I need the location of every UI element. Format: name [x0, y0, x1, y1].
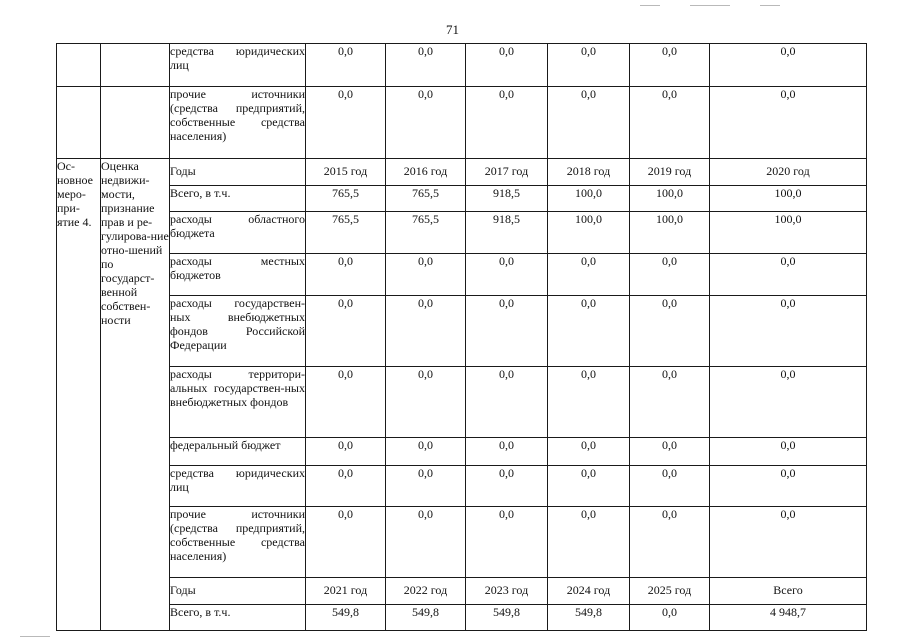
measure-name-cell: [101, 87, 170, 159]
table-header-row: [57, 578, 867, 605]
value-cell: 0,0: [548, 44, 630, 87]
year-header: 2025 год: [630, 578, 710, 605]
value-cell: 0,0: [466, 507, 548, 578]
value-cell: 0,0: [548, 438, 630, 466]
value-cell: 0,0: [386, 296, 466, 367]
years-label: Годы: [170, 159, 306, 186]
value-cell: 918,5: [466, 186, 548, 212]
scan-artifact: [760, 5, 780, 6]
page-number: 71: [446, 22, 459, 37]
funding-source: средства юридических лиц: [170, 466, 306, 507]
value-cell: 0,0: [548, 367, 630, 438]
value-cell: 0,0: [306, 44, 386, 87]
scan-artifact: [690, 5, 730, 6]
funding-source: Всего, в т.ч.: [170, 186, 306, 212]
value-cell: 0,0: [710, 254, 867, 296]
measure-name: Оценка недвижи-мости, признание прав и ре-гулирова-ние отно-шений по государст-венной собствен-ности: [101, 159, 170, 631]
year-header: 2021 год: [306, 578, 386, 605]
funding-source: расходы государствен-ных внебюджетных фондов Российской Федерации: [170, 296, 306, 367]
year-header: 2024 год: [548, 578, 630, 605]
year-header: 2023 год: [466, 578, 548, 605]
value-cell: 0,0: [306, 87, 386, 159]
value-cell: 0,0: [306, 507, 386, 578]
value-cell: 765,5: [386, 212, 466, 254]
value-cell: 0,0: [386, 254, 466, 296]
measure-code-cell: [57, 87, 101, 159]
value-cell: 765,5: [306, 212, 386, 254]
value-cell: 100,0: [710, 212, 867, 254]
value-cell: 0,0: [466, 296, 548, 367]
value-cell: 0,0: [630, 507, 710, 578]
value-cell: 0,0: [386, 367, 466, 438]
table-row: [57, 212, 867, 254]
value-cell: 100,0: [548, 212, 630, 254]
table-row: [57, 44, 867, 87]
value-cell: 549,8: [386, 605, 466, 631]
year-header: 2020 год: [710, 159, 867, 186]
year-header: 2015 год: [306, 159, 386, 186]
value-cell: 0,0: [630, 466, 710, 507]
value-cell: 0,0: [386, 44, 466, 87]
value-cell: 4 948,7: [710, 605, 867, 631]
value-cell: 0,0: [548, 296, 630, 367]
value-cell: 0,0: [466, 438, 548, 466]
value-cell: 0,0: [466, 367, 548, 438]
value-cell: 0,0: [710, 44, 867, 87]
value-cell: 0,0: [306, 296, 386, 367]
value-cell: 0,0: [306, 438, 386, 466]
scan-artifact: [640, 5, 660, 6]
value-cell: 0,0: [710, 87, 867, 159]
value-cell: 0,0: [710, 296, 867, 367]
value-cell: 0,0: [386, 87, 466, 159]
year-header: 2018 год: [548, 159, 630, 186]
table-row: [57, 466, 867, 507]
funding-source: прочие источники (средства предприятий, собственные средства населения): [170, 507, 306, 578]
funding-source: прочие источники (средства предприятий, собственные средства населения): [170, 87, 306, 159]
value-cell: 0,0: [466, 44, 548, 87]
year-header: 2016 год: [386, 159, 466, 186]
value-cell: 0,0: [630, 438, 710, 466]
measure-code: Ос-новное меро-при-ятие 4.: [57, 159, 101, 631]
funding-source: расходы местных бюджетов: [170, 254, 306, 296]
table-row: [57, 296, 867, 367]
value-cell: 0,0: [630, 44, 710, 87]
value-cell: 0,0: [710, 466, 867, 507]
value-cell: 0,0: [548, 507, 630, 578]
value-cell: 0,0: [710, 507, 867, 578]
value-cell: 0,0: [710, 438, 867, 466]
scan-artifact: [20, 636, 50, 637]
value-cell: 0,0: [386, 466, 466, 507]
value-cell: 100,0: [548, 186, 630, 212]
measure-name-cell: [101, 44, 170, 87]
funding-source: средства юридических лиц: [170, 44, 306, 87]
value-cell: 0,0: [386, 438, 466, 466]
value-cell: 765,5: [306, 186, 386, 212]
value-cell: 765,5: [386, 186, 466, 212]
table-row: [57, 438, 867, 466]
funding-source: федеральный бюджет: [170, 438, 306, 466]
value-cell: 0,0: [306, 254, 386, 296]
value-cell: 0,0: [710, 367, 867, 438]
years-label: Годы: [170, 578, 306, 605]
value-cell: 0,0: [548, 466, 630, 507]
value-cell: 0,0: [630, 87, 710, 159]
year-header: 2019 год: [630, 159, 710, 186]
value-cell: 0,0: [466, 87, 548, 159]
table-row: [57, 254, 867, 296]
value-cell: 549,8: [306, 605, 386, 631]
table-row: [57, 87, 867, 159]
value-cell: 0,0: [548, 254, 630, 296]
value-cell: 0,0: [466, 254, 548, 296]
value-cell: 0,0: [386, 507, 466, 578]
value-cell: 549,8: [548, 605, 630, 631]
value-cell: 100,0: [630, 212, 710, 254]
measure-code-cell: [57, 44, 101, 87]
funding-source: расходы областного бюджета: [170, 212, 306, 254]
value-cell: 0,0: [630, 296, 710, 367]
table-row: [57, 605, 867, 631]
value-cell: 0,0: [306, 367, 386, 438]
table-header-row: [57, 159, 867, 186]
value-cell: 0,0: [548, 87, 630, 159]
year-header: 2022 год: [386, 578, 466, 605]
year-header: 2017 год: [466, 159, 548, 186]
budget-table: [56, 43, 867, 631]
value-cell: 0,0: [306, 466, 386, 507]
funding-source: расходы территори-альных государствен-ных внебюджетных фондов: [170, 367, 306, 438]
table-row: [57, 367, 867, 438]
value-cell: 100,0: [630, 186, 710, 212]
table-row: [57, 186, 867, 212]
value-cell: 918,5: [466, 212, 548, 254]
table-row: [57, 507, 867, 578]
value-cell: 0,0: [630, 367, 710, 438]
value-cell: 0,0: [630, 605, 710, 631]
value-cell: 0,0: [630, 254, 710, 296]
value-cell: 0,0: [466, 466, 548, 507]
value-cell: 100,0: [710, 186, 867, 212]
budget-table-body: [57, 44, 867, 631]
value-cell: 549,8: [466, 605, 548, 631]
funding-source: Всего, в т.ч.: [170, 605, 306, 631]
year-header: Всего: [710, 578, 867, 605]
